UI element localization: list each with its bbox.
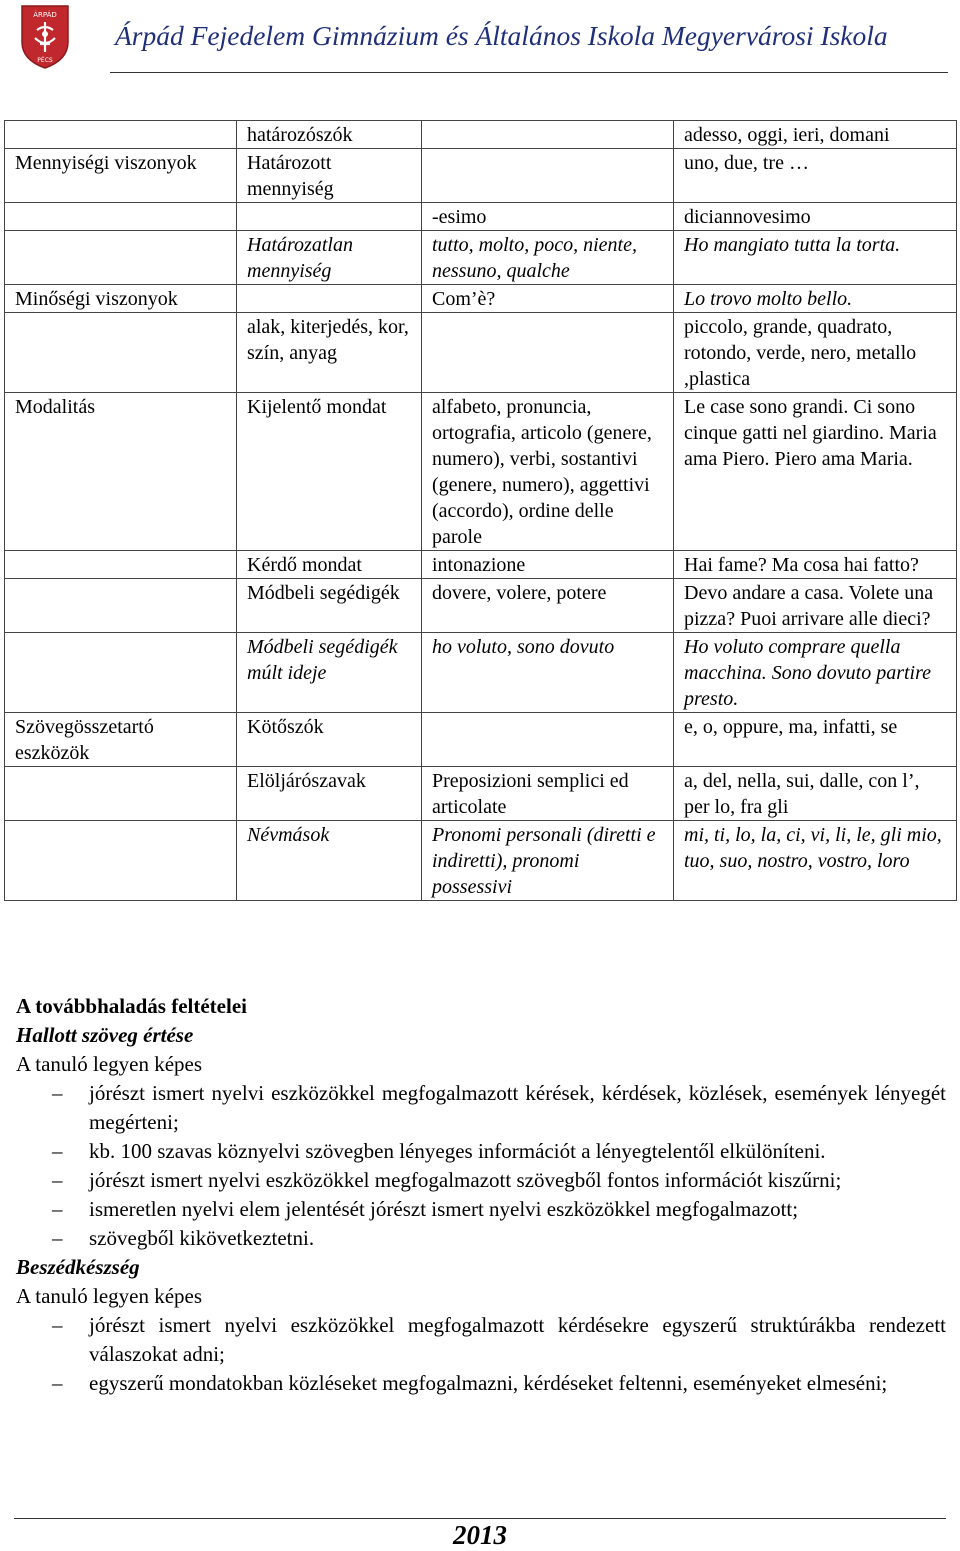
table-cell: Határozatlan mennyiség — [237, 231, 422, 285]
bullet-dash: – — [52, 1371, 63, 1395]
table-cell: Com’è? — [422, 285, 674, 313]
table-cell — [422, 313, 674, 393]
bullet-dash: – — [52, 1197, 63, 1221]
listening-list — [16, 1079, 946, 1253]
table-row — [5, 821, 957, 901]
table-cell: adesso, oggi, ieri, domani — [674, 121, 957, 149]
table-row — [5, 231, 957, 285]
table-cell: Devo andare a casa. Volete una pizza? Puoi arrivare alle dieci? — [674, 579, 957, 633]
table-row — [5, 579, 957, 633]
table-cell — [237, 203, 422, 231]
table-cell — [237, 285, 422, 313]
table-row — [5, 313, 957, 393]
table-cell: Kötőszók — [237, 713, 422, 767]
table-cell: Ho mangiato tutta la torta. — [674, 231, 957, 285]
logo-text: ÁRPÁD — [33, 11, 57, 19]
table-cell — [5, 767, 237, 821]
bullet-dash: – — [52, 1081, 63, 1105]
table-row — [5, 393, 957, 551]
table-cell: -esimo — [422, 203, 674, 231]
table-row — [5, 767, 957, 821]
table-cell: mi, ti, lo, la, ci, vi, li, le, gli mio, tuo, suo, nostro, vostro, loro — [674, 821, 957, 901]
table-row — [5, 633, 957, 713]
table-cell — [5, 121, 237, 149]
table-cell: Névmások — [237, 821, 422, 901]
bullet-dash: – — [52, 1139, 63, 1163]
crest-shield-icon — [20, 4, 70, 70]
bullet-dash: – — [52, 1313, 63, 1337]
table-cell — [5, 313, 237, 393]
table-cell — [5, 821, 237, 901]
table-cell: Határozott mennyiség — [237, 149, 422, 203]
list-item: – jórészt ismert nyelvi eszközökkel megfogalmazott kérdésekre egyszerű struktúrákba rendezett válaszokat adni; — [52, 1313, 946, 1366]
table-cell: ho voluto, sono dovuto — [422, 633, 674, 713]
page-header — [0, 0, 960, 76]
list-item: – jórészt ismert nyelvi eszközökkel megfogalmazott szövegből fontos információt kiszűrni; — [16, 1166, 946, 1195]
table-cell: alak, kiterjedés, kor, szín, anyag — [237, 313, 422, 393]
footer-year: 2013 — [453, 1520, 507, 1550]
table-cell: Elöljárószavak — [237, 767, 422, 821]
table-cell — [5, 551, 237, 579]
table-cell — [5, 231, 237, 285]
conditions-title: A továbbhaladás feltételei — [16, 994, 247, 1018]
table-cell: uno, due, tre … — [674, 149, 957, 203]
table-row — [5, 121, 957, 149]
table-cell: Ho voluto comprare quella macchina. Sono dovuto partire presto. — [674, 633, 957, 713]
table-cell: Módbeli segédigék múlt ideje — [237, 633, 422, 713]
table-row — [5, 149, 957, 203]
table-cell: dovere, volere, potere — [422, 579, 674, 633]
speaking-list — [16, 1311, 946, 1398]
table-cell: Le case sono grandi. Ci sono cinque gatti nel giardino. Maria ama Piero. Piero ama Maria. — [674, 393, 957, 551]
table-cell: Kijelentő mondat — [237, 393, 422, 551]
list-item: – szövegből kikövetkeztetni. — [16, 1224, 946, 1253]
table-cell: Mennyiségi viszonyok — [5, 149, 237, 203]
table-row — [5, 551, 957, 579]
listening-heading: Hallott szöveg értése — [16, 1023, 194, 1047]
table-cell: diciannovesimo — [674, 203, 957, 231]
table-cell: Pronomi personali (diretti e indiretti), pronomi possessivi — [422, 821, 674, 901]
table-cell: Preposizioni semplici ed articolate — [422, 767, 674, 821]
table-cell — [422, 149, 674, 203]
list-item: – ismeretlen nyelvi elem jelentését jórészt ismert nyelvi eszközökkel megfogalmazott; — [16, 1195, 946, 1224]
table-cell: tutto, molto, poco, niente, nessuno, qualche — [422, 231, 674, 285]
table-cell — [5, 203, 237, 231]
table-cell: Kérdő mondat — [237, 551, 422, 579]
table-row — [5, 203, 957, 231]
table-cell: piccolo, grande, quadrato, rotondo, verde, nero, metallo ,plastica — [674, 313, 957, 393]
table-cell: alfabeto, pronuncia, ortografia, articolo (genere, numero), verbi, sostantivi (genere, numero), aggettivi (accordo), ordine delle parole — [422, 393, 674, 551]
table-cell: Modalitás — [5, 393, 237, 551]
speaking-heading: Beszédkészség — [16, 1255, 140, 1279]
table-cell: Hai fame? Ma cosa hai fatto? — [674, 551, 957, 579]
table-cell: a, del, nella, sui, dalle, con l’, per lo, fra gli — [674, 767, 957, 821]
table-cell — [422, 121, 674, 149]
table-cell: Módbeli segédigék — [237, 579, 422, 633]
list-item: – kb. 100 szavas köznyelvi szövegben lényeges információt a lényegtelentől elkülöníteni. — [16, 1137, 946, 1166]
conditions-section — [16, 992, 946, 1398]
table-cell: e, o, oppure, ma, infatti, se — [674, 713, 957, 767]
logo-subtext: PÉCS — [37, 57, 53, 64]
footer-rule — [14, 1518, 946, 1519]
table-row — [5, 713, 957, 767]
table-cell — [5, 579, 237, 633]
table-cell: Lo trovo molto bello. — [674, 285, 957, 313]
table-cell: határozószók — [237, 121, 422, 149]
grammar-table — [4, 120, 957, 901]
table-cell: Minőségi viszonyok — [5, 285, 237, 313]
listening-intro: A tanuló legyen képes — [16, 1052, 203, 1076]
school-name: Árpád Fejedelem Gimnázium és Általános Iskola Megyervárosi Iskola — [115, 20, 888, 51]
speaking-intro: A tanuló legyen képes — [16, 1284, 203, 1308]
table-cell: intonazione — [422, 551, 674, 579]
bullet-dash: – — [52, 1168, 63, 1192]
table-row — [5, 285, 957, 313]
header-rule — [110, 72, 948, 73]
list-item: – egyszerű mondatokban közléseket megfogalmazni, kérdéseket feltenni, eseményeket elmeséni; — [16, 1369, 946, 1398]
list-item: – jórészt ismert nyelvi eszközökkel megfogalmazott kérések, kérdések, közlések, események lényegét megérteni; — [52, 1081, 946, 1134]
bullet-dash: – — [52, 1226, 63, 1250]
table-cell: Szövegösszetartó eszközök — [5, 713, 237, 767]
table-cell — [422, 713, 674, 767]
table-cell — [5, 633, 237, 713]
